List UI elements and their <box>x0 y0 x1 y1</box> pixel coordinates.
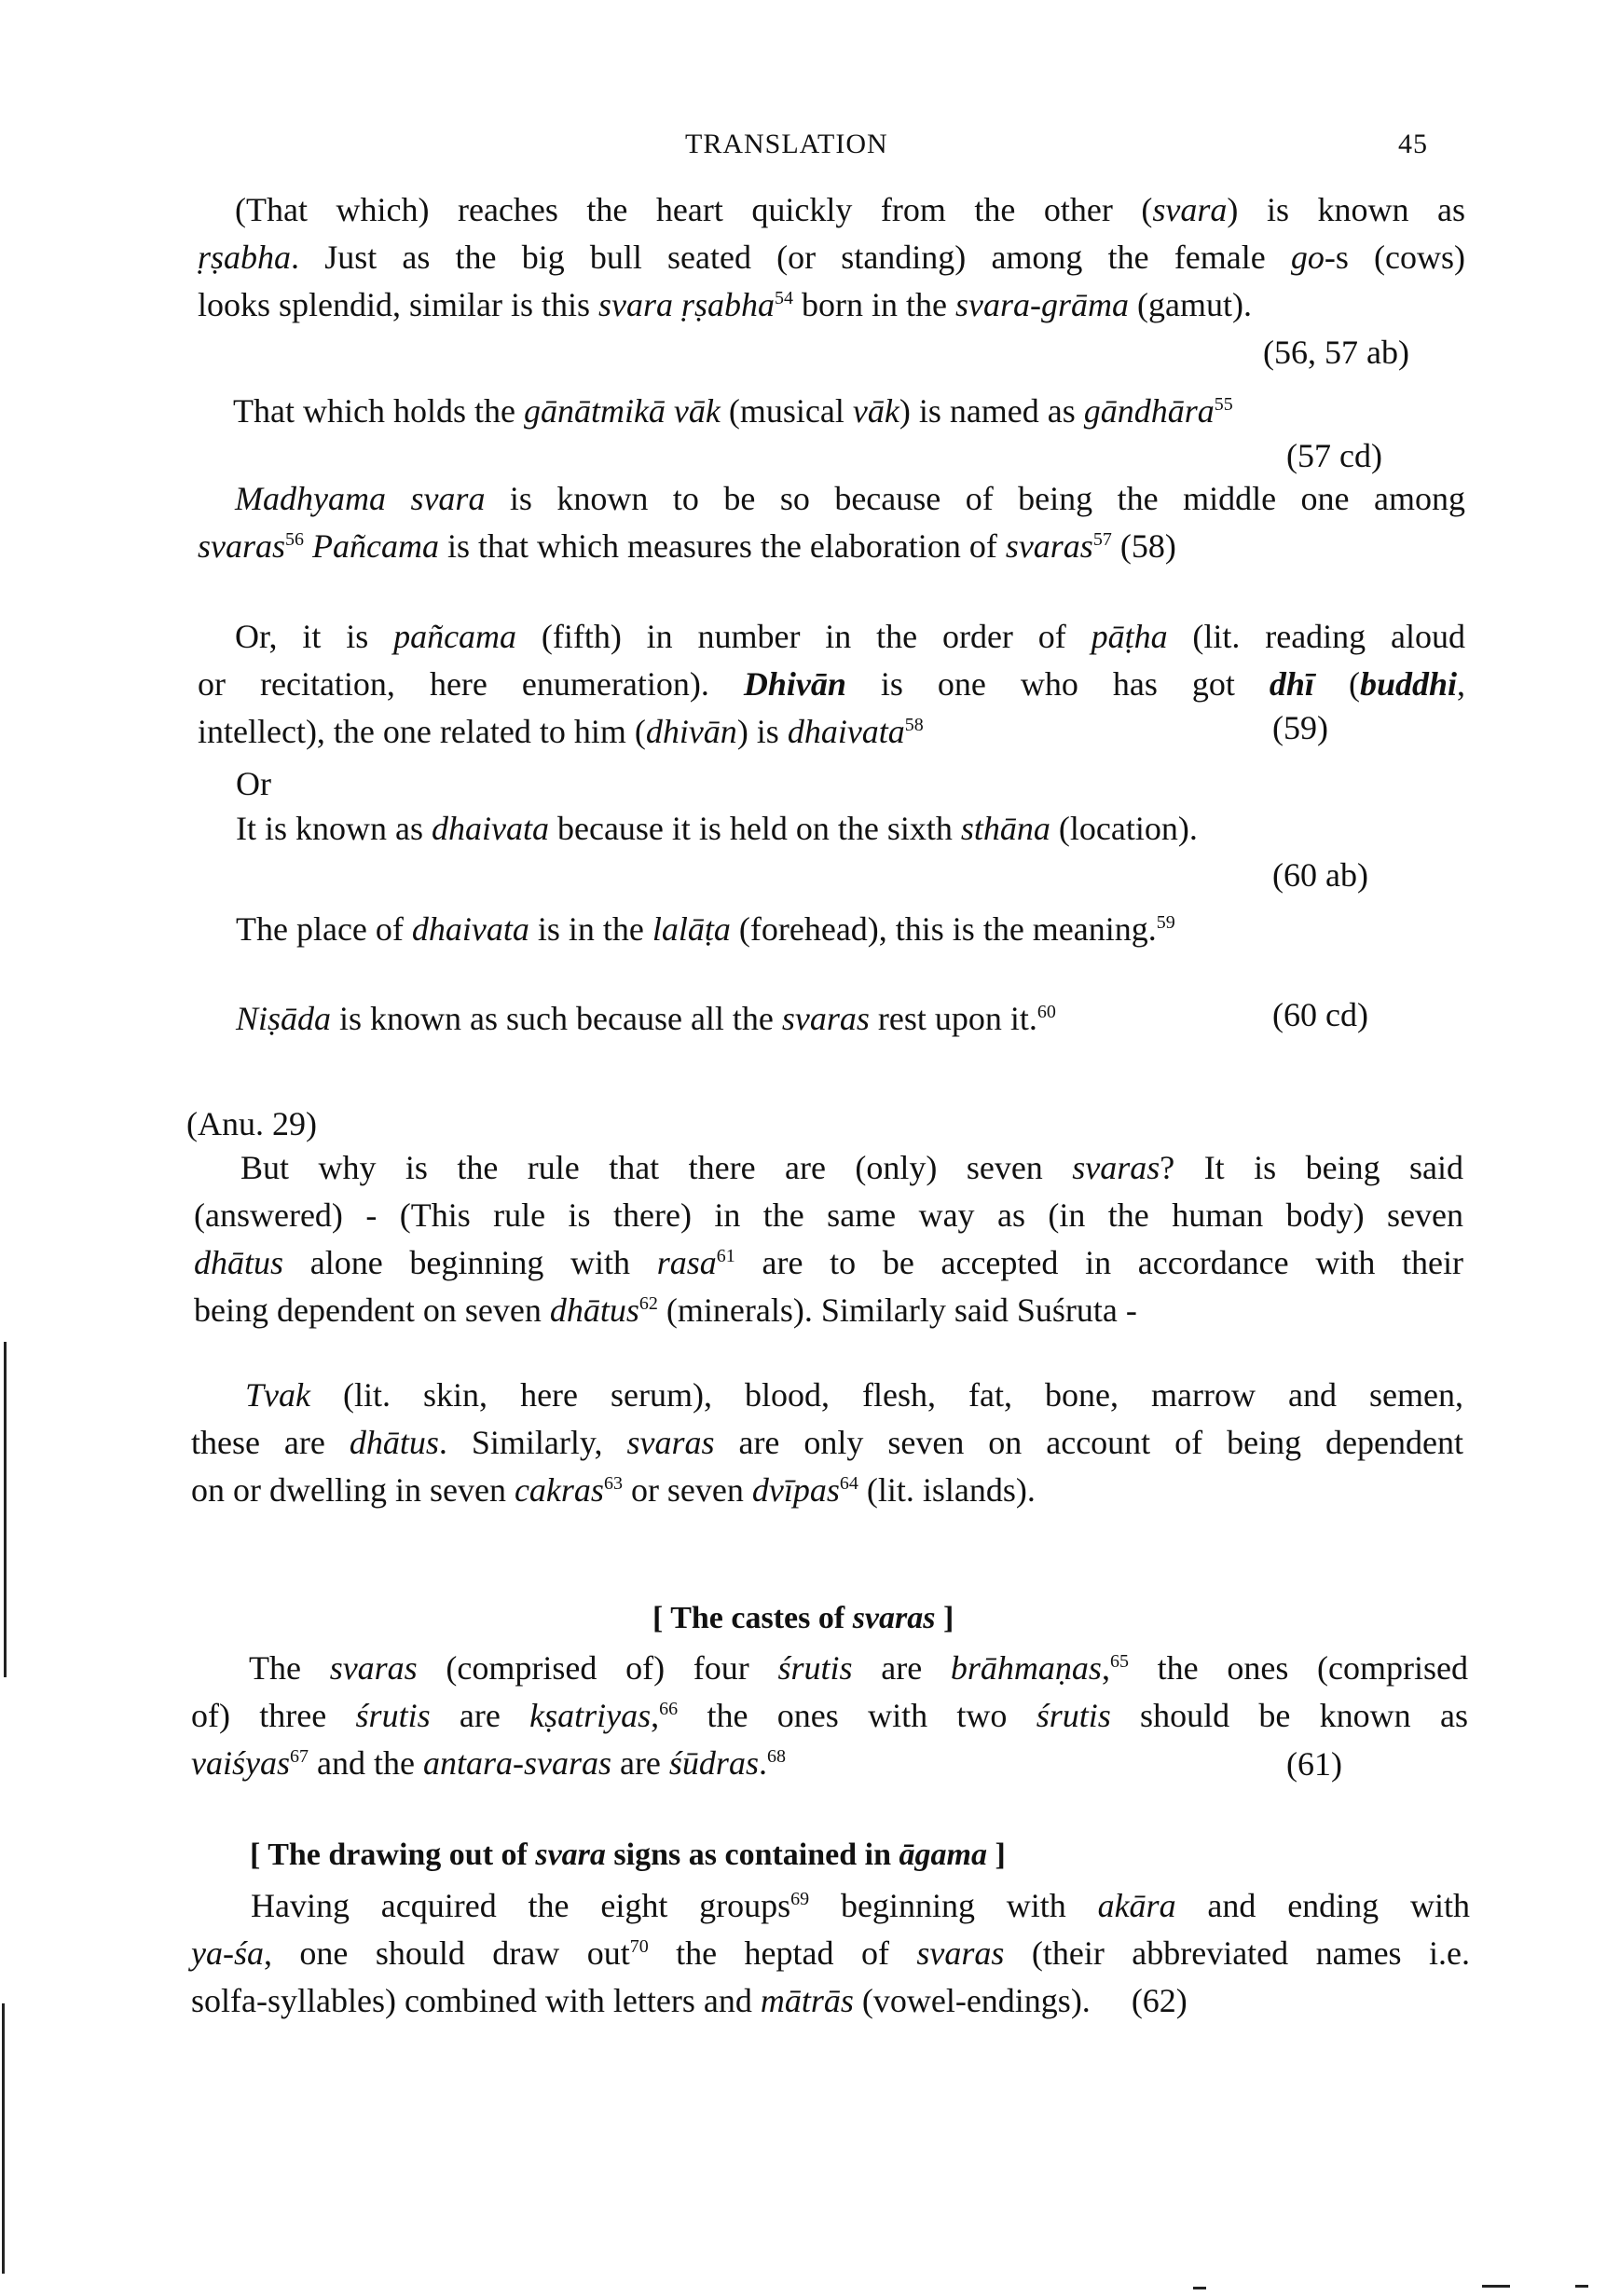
text-line: svaras$^{56}$ Pañcama is that which measures the elaboration of svaras$^{57}$ (58) <box>198 527 1176 565</box>
paragraph-61 <box>191 1645 1468 1787</box>
text-line: dhātus alone beginning with rasa$^{61}$ are to be accepted in accordance with their <box>194 1244 1463 1281</box>
verse-ref: (61) <box>1286 1745 1342 1783</box>
text-line: these are dhātus. Similarly, svaras are only seven on account of being dependent <box>191 1424 1463 1461</box>
text-line: (That which) reaches the heart quickly from the other (svara) is known as <box>235 191 1465 228</box>
running-header: TRANSLATION <box>685 129 888 159</box>
text-line: (answered) - (This rule is there) in the same way as (in the human body) seven <box>194 1196 1463 1234</box>
paragraph-anu-29 <box>194 1144 1463 1334</box>
text-line: It is known as dhaivata because it is held on the sixth sthāna (location). <box>236 810 1198 847</box>
paragraph-62 <box>191 1882 1470 2025</box>
verse-ref: (60 ab) <box>1272 856 1368 894</box>
scan-dash-mark <box>1193 2287 1206 2289</box>
verse-ref: (56, 57 ab) <box>1263 334 1409 371</box>
text-line: of) three śrutis are kṣatriyas,$^{66}$ the ones with two śrutis should be known as <box>191 1697 1468 1734</box>
scan-edge-mark <box>2 2003 5 2274</box>
paragraph-dhatus <box>191 1372 1463 1514</box>
text-line: ṛṣabha. Just as the big bull seated (or standing) among the female go-s (cows) <box>198 239 1465 276</box>
paragraph-60cd: Niṣāda is known as such because all the svaras rest upon it.$^{60}$ <box>236 1000 1056 1037</box>
verse-ref: (57 cd) <box>1286 437 1382 474</box>
verse-ref: (59) <box>1272 709 1328 746</box>
paragraph-58 <box>198 475 1465 570</box>
paragraph-meaning: The place of dhaivata is in the lalāṭa (forehead), this is the meaning.$^{59}$ <box>236 910 1175 948</box>
text-line: on or dwelling in seven cakras$^{63}$ or seven dvīpas$^{64}$ (lit. islands). <box>191 1471 1036 1509</box>
text-line: Or, it is pañcama (fifth) in number in the order of pāṭha (lit. reading aloud <box>235 618 1465 655</box>
text-line: Tvak (lit. skin, here serum), blood, flesh, fat, bone, marrow and semen, <box>245 1376 1463 1414</box>
text-line: Madhyama svara is known to be so because of being the middle one among <box>235 480 1465 517</box>
scan-dash-mark <box>1482 2285 1510 2288</box>
text-line: Having acquired the eight groups$^{69}$ beginning with akāra and ending with <box>251 1887 1470 1924</box>
section-heading-castes: [ The castes of svaras ] <box>652 1601 954 1635</box>
anu-label: (Anu. 29) <box>186 1105 317 1142</box>
text-line: looks splendid, similar is this svara ṛṣabha$^{54}$ born in the svara-grāma (gamut). <box>198 286 1252 323</box>
text-line: being dependent on seven dhātus$^{62}$ (minerals). Similarly said Suśruta - <box>194 1292 1137 1329</box>
scan-edge-mark <box>4 1342 7 1677</box>
section-heading-drawing: [ The drawing out of svara signs as contained in āgama ] <box>250 1838 1006 1872</box>
page-number: 45 <box>1398 129 1428 159</box>
paragraph-56-57ab <box>198 186 1465 329</box>
text-line: The svaras (comprised of) four śrutis are brāhmaṇas,$^{65}$ the ones (comprised <box>249 1649 1469 1687</box>
verse-ref: (60 cd) <box>1272 996 1368 1033</box>
or-label: Or <box>236 765 271 802</box>
text-line: intellect), the one related to him (dhivān) is dhaivata$^{58}$ <box>198 713 924 750</box>
text-line: ya-śa, one should draw out$^{70}$ the heptad of svaras (their abbreviated names i.e. <box>191 1934 1470 1972</box>
scan-dash-mark <box>1575 2285 1588 2288</box>
text-line: vaiśyas$^{67}$ and the antara-svaras are śūdras.$^{68}$ <box>191 1744 786 1782</box>
text-line: or recitation, here enumeration). Dhivān is one who has got dhī (buddhi, <box>198 665 1465 703</box>
paragraph-57cd: That which holds the gānātmikā vāk (musical vāk) is named as gāndhāra$^{55}$ <box>233 392 1233 430</box>
text-line: solfa-syllables) combined with letters and mātrās (vowel-endings). (62) <box>191 1982 1188 2019</box>
text-line: But why is the rule that there are (only) seven svaras? It is being said <box>240 1149 1463 1186</box>
